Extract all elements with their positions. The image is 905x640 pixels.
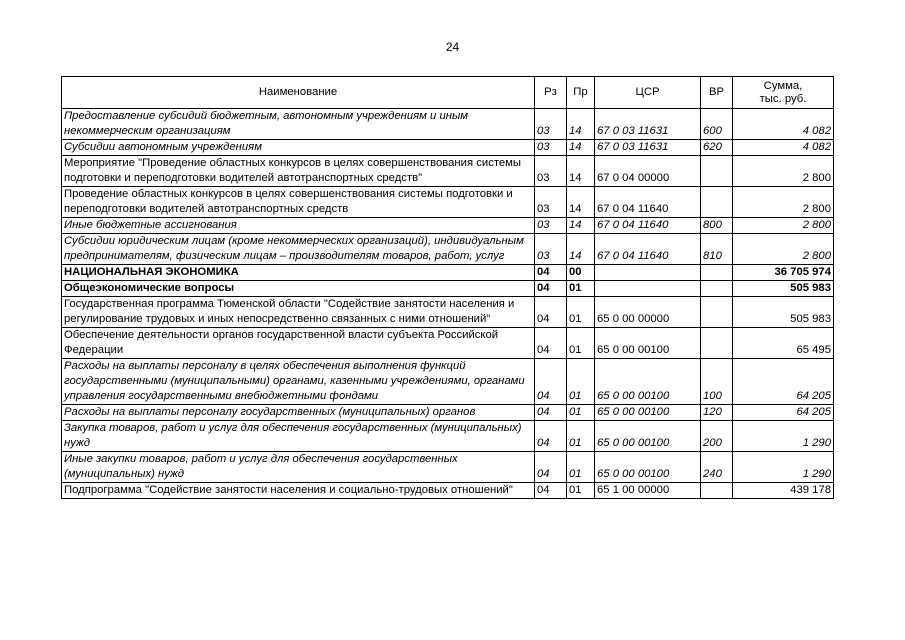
row-vr bbox=[701, 281, 733, 297]
table-header-row bbox=[62, 77, 834, 109]
header-sum bbox=[733, 77, 834, 109]
row-pr: 01 bbox=[567, 452, 595, 483]
row-pr: 14 bbox=[567, 156, 595, 187]
row-csr: 67 0 04 00000 bbox=[595, 156, 701, 187]
row-rz: 04 bbox=[535, 328, 567, 359]
header-rz: Рз bbox=[535, 77, 567, 109]
row-sum: 2 800 bbox=[733, 187, 834, 218]
row-sum: 505 983 bbox=[733, 297, 834, 328]
header-name: Наименование bbox=[62, 77, 535, 109]
row-name: Расходы на выплаты персоналу государственных (муниципальных) органов bbox=[62, 405, 535, 421]
row-sum: 36 705 974 bbox=[733, 265, 834, 281]
row-csr: 65 0 00 00100 bbox=[595, 421, 701, 452]
row-name: НАЦИОНАЛЬНАЯ ЭКОНОМИКА bbox=[62, 265, 535, 281]
table-row bbox=[62, 109, 834, 140]
row-name: Закупка товаров, работ и услуг для обеспечения государственных (муниципальных) нужд bbox=[62, 421, 535, 452]
table-row bbox=[62, 218, 834, 234]
row-name: Обеспечение деятельности органов государственной власти субъекта Российской Федерации bbox=[62, 328, 535, 359]
row-pr: 01 bbox=[567, 405, 595, 421]
row-pr: 01 bbox=[567, 359, 595, 405]
row-pr: 14 bbox=[567, 109, 595, 140]
table-row bbox=[62, 359, 834, 405]
row-csr: 65 0 00 00100 bbox=[595, 452, 701, 483]
row-vr bbox=[701, 297, 733, 328]
row-name: Подпрограмма "Содействие занятости населения и социально-трудовых отношений" bbox=[62, 483, 535, 499]
row-sum: 1 290 bbox=[733, 452, 834, 483]
row-sum: 4 082 bbox=[733, 109, 834, 140]
budget-table bbox=[61, 76, 834, 499]
row-rz: 03 bbox=[535, 234, 567, 265]
row-pr: 00 bbox=[567, 265, 595, 281]
row-vr: 100 bbox=[701, 359, 733, 405]
row-csr: 67 0 04 11640 bbox=[595, 187, 701, 218]
row-csr: 65 0 00 00100 bbox=[595, 405, 701, 421]
row-csr: 67 0 03 11631 bbox=[595, 109, 701, 140]
table-row bbox=[62, 234, 834, 265]
row-csr: 67 0 04 11640 bbox=[595, 234, 701, 265]
row-sum: 2 800 bbox=[733, 234, 834, 265]
row-pr: 14 bbox=[567, 218, 595, 234]
row-vr: 120 bbox=[701, 405, 733, 421]
row-sum: 1 290 bbox=[733, 421, 834, 452]
row-name: Государственная программа Тюменской области "Содействие занятости населения и регулирование трудовых и иных непосредственно связанных с ними отношений" bbox=[62, 297, 535, 328]
row-vr bbox=[701, 156, 733, 187]
table-row bbox=[62, 421, 834, 452]
row-name: Субсидии юридическим лицам (кроме некоммерческих организаций), индивидуальным предпринимателям, физическим лицам – производителям товаров, работ, услуг bbox=[62, 234, 535, 265]
row-csr: 65 0 00 00100 bbox=[595, 328, 701, 359]
header-vr: ВР bbox=[701, 77, 733, 109]
row-vr: 800 bbox=[701, 218, 733, 234]
row-name: Иные закупки товаров, работ и услуг для обеспечения государственных (муниципальных) нужд bbox=[62, 452, 535, 483]
row-pr: 14 bbox=[567, 140, 595, 156]
row-rz: 04 bbox=[535, 359, 567, 405]
row-sum: 64 205 bbox=[733, 359, 834, 405]
row-sum: 4 082 bbox=[733, 140, 834, 156]
page-number: 24 bbox=[445, 40, 460, 54]
table-row bbox=[62, 281, 834, 297]
table-row bbox=[62, 328, 834, 359]
table-row bbox=[62, 297, 834, 328]
row-name: Мероприятие "Проведение областных конкурсов в целях совершенствования системы подготовки и переподготовки водителей автотранспортных средств" bbox=[62, 156, 535, 187]
row-csr: 65 0 00 00000 bbox=[595, 297, 701, 328]
row-rz: 03 bbox=[535, 187, 567, 218]
row-pr: 01 bbox=[567, 421, 595, 452]
row-vr: 240 bbox=[701, 452, 733, 483]
row-vr bbox=[701, 328, 733, 359]
table-row bbox=[62, 452, 834, 483]
header-sum-line1: Сумма, bbox=[763, 79, 803, 92]
row-vr: 600 bbox=[701, 109, 733, 140]
row-name: Расходы на выплаты персоналу в целях обеспечения выполнения функций государственными (муниципальными) органами, казенными учреждениями, органами управления государственными внебюджетными фондами bbox=[62, 359, 535, 405]
row-rz: 04 bbox=[535, 297, 567, 328]
table-row bbox=[62, 187, 834, 218]
row-csr: 65 0 00 00100 bbox=[595, 359, 701, 405]
row-pr: 14 bbox=[567, 234, 595, 265]
row-csr bbox=[595, 265, 701, 281]
table-row bbox=[62, 140, 834, 156]
row-rz: 03 bbox=[535, 140, 567, 156]
header-csr: ЦСР bbox=[595, 77, 701, 109]
row-sum: 2 800 bbox=[733, 218, 834, 234]
row-sum: 505 983 bbox=[733, 281, 834, 297]
row-vr: 200 bbox=[701, 421, 733, 452]
row-rz: 04 bbox=[535, 421, 567, 452]
row-name: Субсидии автономным учреждениям bbox=[62, 140, 535, 156]
row-csr: 67 0 03 11631 bbox=[595, 140, 701, 156]
row-rz: 04 bbox=[535, 452, 567, 483]
row-name: Общеэкономические вопросы bbox=[62, 281, 535, 297]
row-sum: 2 800 bbox=[733, 156, 834, 187]
row-rz: 04 bbox=[535, 281, 567, 297]
table-row bbox=[62, 265, 834, 281]
table-row bbox=[62, 405, 834, 421]
row-sum: 64 205 bbox=[733, 405, 834, 421]
row-csr: 65 1 00 00000 bbox=[595, 483, 701, 499]
row-rz: 04 bbox=[535, 405, 567, 421]
row-rz: 04 bbox=[535, 265, 567, 281]
header-sum-line2: тыс. руб. bbox=[759, 92, 807, 105]
header-pr: Пр bbox=[567, 77, 595, 109]
row-rz: 03 bbox=[535, 109, 567, 140]
row-vr: 620 bbox=[701, 140, 733, 156]
row-vr bbox=[701, 187, 733, 218]
row-name: Иные бюджетные ассигнования bbox=[62, 218, 535, 234]
row-sum: 65 495 bbox=[733, 328, 834, 359]
row-vr bbox=[701, 483, 733, 499]
row-pr: 01 bbox=[567, 297, 595, 328]
row-csr: 67 0 04 11640 bbox=[595, 218, 701, 234]
row-pr: 14 bbox=[567, 187, 595, 218]
row-csr bbox=[595, 281, 701, 297]
row-rz: 03 bbox=[535, 156, 567, 187]
row-sum: 439 178 bbox=[733, 483, 834, 499]
row-vr bbox=[701, 265, 733, 281]
table-row bbox=[62, 483, 834, 499]
row-pr: 01 bbox=[567, 281, 595, 297]
row-name: Проведение областных конкурсов в целях совершенствования системы подготовки и переподготовки водителей автотранспортных средств bbox=[62, 187, 535, 218]
table-row bbox=[62, 156, 834, 187]
row-pr: 01 bbox=[567, 328, 595, 359]
row-rz: 03 bbox=[535, 218, 567, 234]
row-rz: 04 bbox=[535, 483, 567, 499]
row-name: Предоставление субсидий бюджетным, автономным учреждениям и иным некоммерческим организациям bbox=[62, 109, 535, 140]
row-pr: 01 bbox=[567, 483, 595, 499]
row-vr: 810 bbox=[701, 234, 733, 265]
